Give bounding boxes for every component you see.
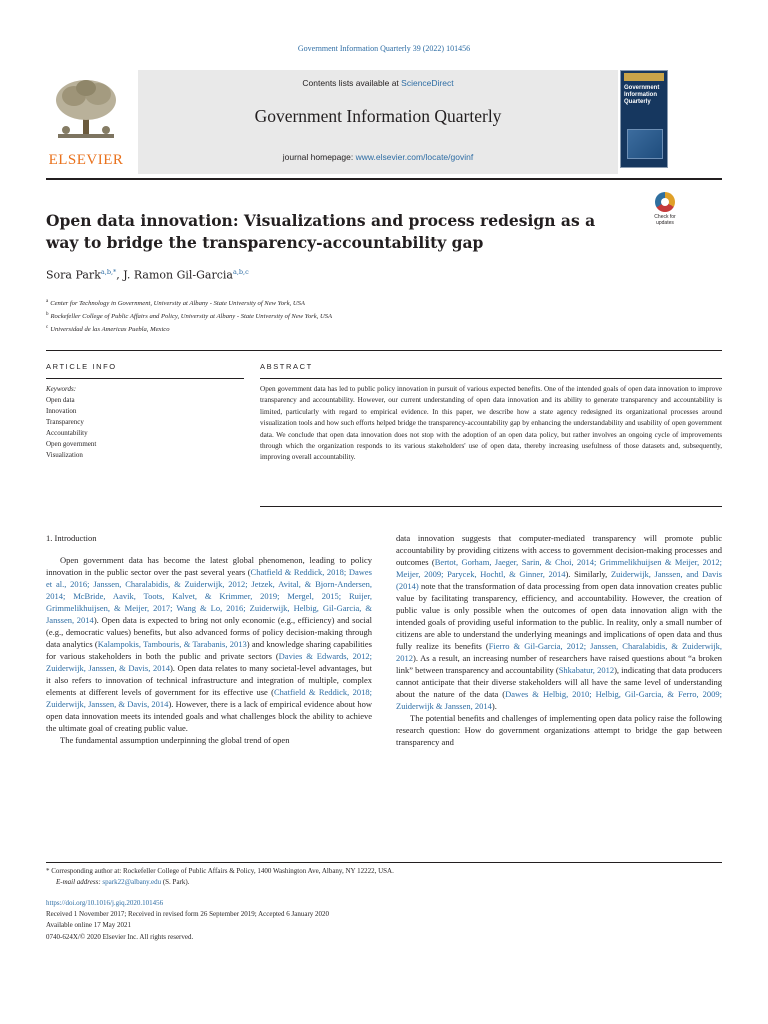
keywords-heading: Keywords: (46, 385, 77, 393)
elsevier-logo (46, 78, 126, 172)
check-updates-label: Check for updates (654, 214, 676, 226)
keyword-item: Open government (46, 440, 97, 448)
affiliation-mark: b (46, 312, 49, 318)
check-for-updates-button[interactable] (648, 192, 682, 232)
crossmark-icon (655, 192, 675, 212)
body-paragraph (46, 554, 372, 734)
abstract-heading: ABSTRACT (260, 362, 313, 371)
keyword-item: Open data (46, 396, 75, 404)
corresponding-author-note: * Corresponding author at: Rockefeller College of Public Affairs & Policy, 1400 Washington Ave, Albany, NY 12222, USA. (46, 867, 394, 875)
keywords-list (46, 384, 236, 461)
affiliation-mark: a (46, 299, 49, 304)
body-text: ). Open data is expected to bring not only economic (e.g., efficiency) and social (e.g., democratic values) benefits, but also advanced forms of policy decision-making through data analytics ( (46, 615, 372, 649)
contents-line (138, 78, 618, 88)
body-text: ). As a result, an increasing number of researchers have raised questions about “a broken link” between transparency and accountability ( (396, 653, 722, 675)
citation-link[interactable]: Zuiderwijk, Janssen, and Davis (2014) (396, 569, 722, 591)
citation-link[interactable]: Shkabatur, 2012 (558, 665, 615, 675)
body-text: note that the transformation of data processing from open data innovation creates public value by facilitating transparency, efficiency, and accountability. However, the creation of public value is only possible when the outcomes of open data innovation align with the intended goals of providing useful information to the public. In reality, only a small number of citizens are able to understand the underlying meanings and implications of open data and thus fully realize its benefits ( (396, 581, 722, 651)
doi-link[interactable]: https://doi.org/10.1016/j.giq.2020.101456 (46, 899, 164, 907)
author-affil-marks[interactable]: a,b,c (232, 268, 249, 276)
keyword-item: Accountability (46, 429, 88, 437)
affiliation-item (46, 296, 646, 309)
article-info-divider (46, 378, 244, 379)
body-text: data innovation suggests that computer-mediated transparency will promote public accountability by providing citizens with access to government decision-making processes and outcomes ( (396, 533, 722, 567)
article-title: Open data innovation: Visualizations and process redesign as a way to bridge the transparency-accountability gap (46, 211, 596, 252)
available-online: Available online 17 May 2021 (46, 921, 132, 930)
homepage-prefix: journal homepage: (282, 152, 356, 162)
tree-icon (50, 78, 122, 142)
affiliation-text: Universidad de las Americas Puebla, Mexico (50, 326, 170, 334)
section-heading-introduction: 1. Introduction (46, 533, 97, 543)
keyword-item: Innovation (46, 407, 77, 415)
body-text: ). Open data relates to many societal-level advantages, but it also refers to innovation of technical infrastructure and integration of multiple, complex elements at different levels of government for its effective use ( (46, 663, 372, 697)
email-link[interactable]: spark22@albany.edu (102, 878, 162, 886)
body-text: ). (491, 701, 497, 711)
body-paragraph (396, 532, 722, 712)
abstract-text: Open government data has led to public policy innovation in pursuit of various expected benefits. One of the intended goals of open data innovation to improve transparency and accountability. However, our current understanding of open data innovation and its ability to generate transparency and accountability is limited, particularly with regard to empirical evidence. In this paper, we describe how a state agency redesigned its organizational processes around visualization tools and how such efforts helped bridge the transparency-accountability gap by enhancing the understandability and usability of open government data. We conclude that open data innovation does not stop with the adoption of an open data policy, but rather involves an ongoing cycle of improvements through which the organization responds to its various stakeholders' use of open data, thereby increasing usefulness of those datasets and, subsequently, improving overall accountability. (260, 385, 722, 462)
citation-link[interactable]: Chatfield & Reddick, 2018; Dawes et al., 2016; Janssen, Charalabidis, & Zuiderwijk, 2012; Jetzek, Avital, & Bjorn-Andersen, 2014; McBride, Aavik, Toots, Kalvet, & Krimmer, 2019; Mergel, 2015; Ruijer, Grimmelikhuijsen, & Meijer, 2017; Wang & Lo, 2016; Zuiderwijk, Helbig, Gil-Garcia, & Janssen, 2014 (46, 567, 372, 625)
citation-link[interactable]: Kalampokis, Tambouris, & Tarabanis, 2013 (97, 639, 247, 649)
email-line (46, 877, 722, 888)
citation-link[interactable]: Davies & Edwards, 2012; Zuiderwijk, Janssen, & Davis, 2014 (46, 651, 372, 673)
masthead-divider (46, 178, 722, 180)
citation-link[interactable]: Fierro & Gil-Garcia, 2012; Janssen, Charalabidis, & Zuiderwijk, 2012 (396, 641, 722, 663)
body-text: ), indicating that data producers cannot anticipate that their diverse stakeholders will all have the same level of understanding about the nature of the data ( (396, 665, 722, 699)
journal-masthead (46, 70, 722, 174)
journal-cover-image (620, 70, 668, 168)
citation-link[interactable]: Bertot, Gorham, Jaeger, Sarin, & Choi, 2014; Grimmelikhuijsen & Meijer, 2012; Meijer, 2009; Parycek, Hochtl, & Ginner, 2014 (396, 557, 722, 579)
author-list: Sora Park$^{a,b,*}$, J. Ramon Gil-Garcia$^{a,b,c}$ (46, 268, 249, 282)
journal-citation-link[interactable]: Government Information Quarterly 39 (2022) 101456 (297, 44, 471, 53)
footnote (46, 866, 722, 888)
publication-info (46, 898, 722, 943)
cover-band (624, 73, 664, 81)
body-text: ) and knowledge sharing capabilities for various stakeholders in both the public and private sectors ( (46, 639, 372, 661)
homepage-line (138, 152, 618, 162)
footnote-divider (46, 862, 722, 863)
copyright-line: 0740-624X/© 2020 Elsevier Inc. All rights reserved. (46, 932, 194, 941)
body-paragraph: The potential benefits and challenges of implementing open data policy raise the following research question: How do government organizations attempt to bridge the gap between transparency and (396, 713, 722, 747)
citation-link[interactable]: Dawes & Helbig, 2010; Helbig, Gil-Garcia, & Ferro, 2009; Zuiderwijk & Janssen, 2014 (396, 689, 722, 711)
body-text: ). However, there is a lack of empirical evidence about how open data innovation meets its intended goals and what challenges block the ability to achieve the ultimate goal of creating public value. (46, 699, 372, 733)
affiliation-text: Rockefeller College of Public Affairs and Policy, University at Albany - State University of New York, USA (50, 313, 333, 321)
journal-homepage-link[interactable]: www.elsevier.com/locate/govinf (355, 152, 474, 162)
author-name[interactable]: J. Ramon Gil-Garcia (123, 268, 233, 282)
author-affil-marks[interactable]: a,b,* (100, 268, 117, 276)
section-divider (46, 350, 722, 351)
affiliations (46, 296, 646, 336)
affiliation-mark: c (46, 325, 49, 331)
body-column-right (396, 532, 722, 748)
affiliation-item (46, 309, 646, 322)
journal-title: Government Information Quarterly (254, 106, 502, 126)
body-text: Open government data has become the latest global phenomenon, leading to policy innovation in the public sector over the past several years ( (46, 555, 372, 577)
cover-title: Government Information Quarterly (624, 85, 660, 105)
affiliation-item (46, 322, 646, 335)
sciencedirect-link[interactable]: ScienceDirect (401, 78, 454, 88)
email-label: E-mail address: (56, 878, 103, 886)
keyword-item: Visualization (46, 451, 83, 459)
masthead-banner (138, 70, 618, 174)
article-info-heading: ARTICLE INFO (46, 362, 117, 371)
body-column-left (46, 532, 372, 746)
email-suffix: (S. Park). (161, 878, 190, 886)
affiliation-text: Center for Technology in Government, University at Albany - State University of New York, USA (50, 300, 305, 308)
elsevier-wordmark: ELSEVIER (48, 152, 124, 168)
abstract-end-divider (260, 506, 722, 507)
contents-prefix: Contents lists available at (302, 78, 402, 88)
received-dates: Received 1 November 2017; Received in revised form 26 September 2019; Accepted 6 January 2020 (46, 910, 330, 919)
citation-link[interactable]: Chatfield & Reddick, 2018; Zuiderwijk, Janssen, & Davis, 2014 (46, 687, 372, 709)
cover-art (627, 129, 663, 159)
author-name[interactable]: Sora Park (46, 268, 101, 282)
keyword-item: Transparency (46, 418, 84, 426)
abstract-divider (260, 378, 722, 379)
body-paragraph: The fundamental assumption underpinning the global trend of open (60, 735, 290, 745)
body-text: ). Similarly, (565, 569, 611, 579)
